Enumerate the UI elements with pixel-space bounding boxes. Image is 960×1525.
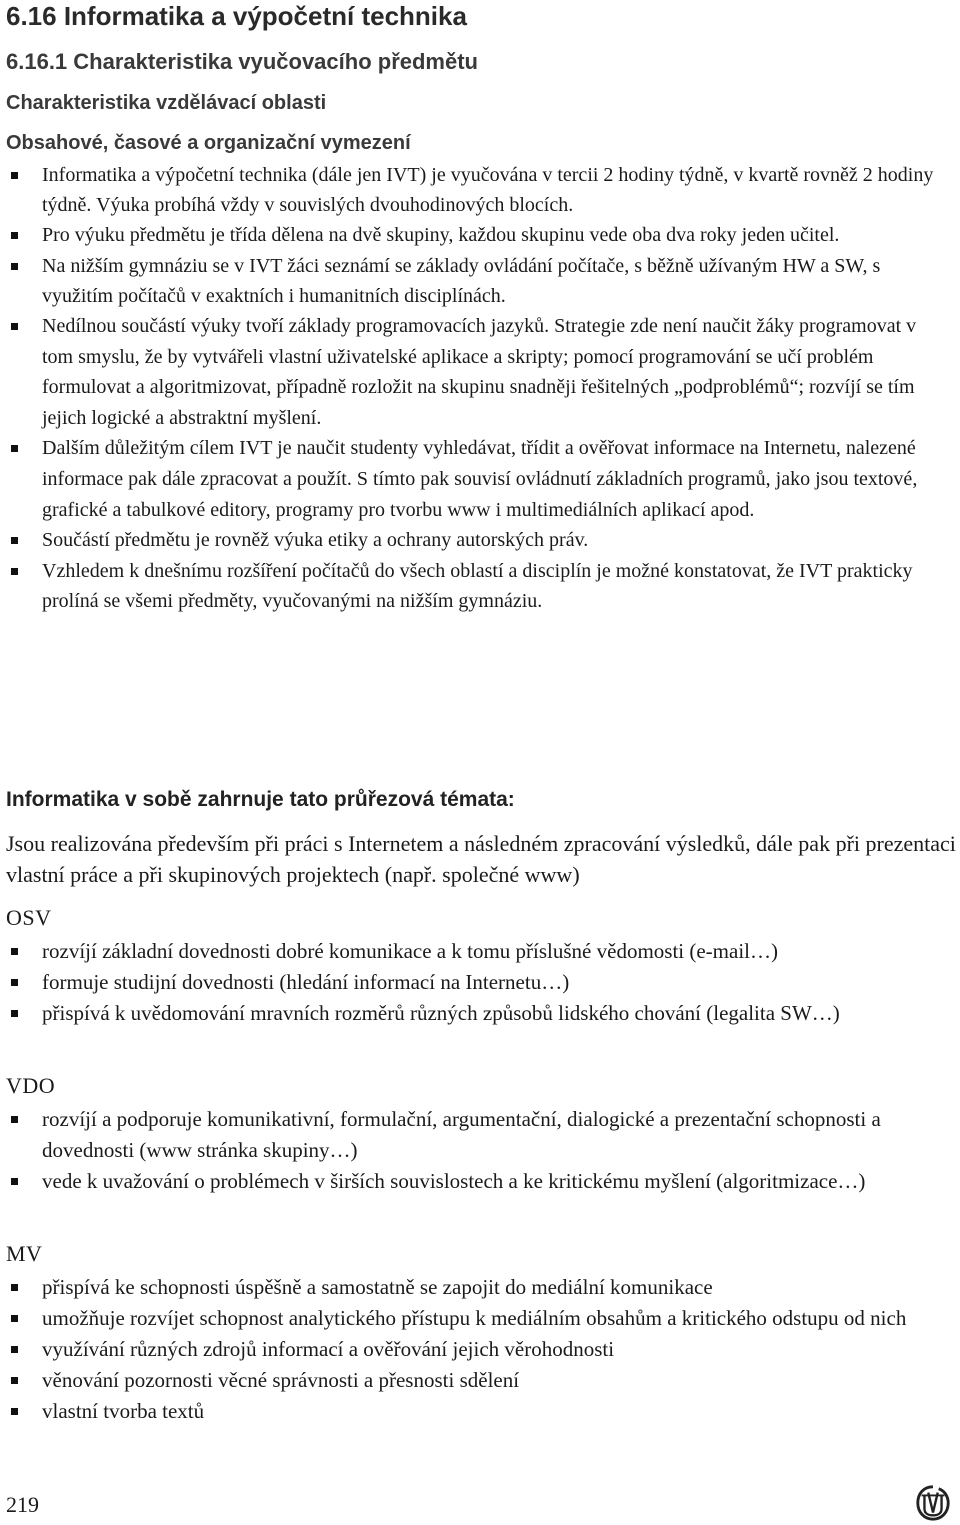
list-item-text: Dalším důležitým cílem IVT je naučit studenty vyhledávat, třídit a ověřovat informace na Internetu, nalezené informace pak dále zpracovat a použít. S tímto pak souvisí ovládnutí základních programů, jako jsou textové, grafické a tabulkové editory, programy pro tvorbu www i multimediálních aplikací apod.	[42, 437, 918, 521]
list-item-text: Nedílnou součástí výuky tvoří základy programovacích jazyků. Strategie zde není naučit žáky programovat v tom smyslu, že by vytvářeli vlastní uživatelské aplikace a skripty; pomocí programování se učí problém formulovat a algoritmizovat, případně rozložit na skupinu snadněji řešitelných „podproblémů“; rozvíjí se tím jejich logické a abstraktní myšlení.	[42, 315, 917, 429]
bullet-square-icon	[11, 979, 18, 986]
bullet-square-icon	[11, 1377, 18, 1384]
bullet-square-icon	[11, 172, 18, 179]
list-item	[0, 1272, 950, 1303]
list-item-text: vede k uvažování o problémech v širších souvislostech a ke kritickému myšlení (algoritmizace…)	[42, 1169, 866, 1193]
bullet-square-icon	[11, 445, 18, 452]
list-item-text: využívání různých zdrojů informací a ověřování jejich věrohodnosti	[42, 1337, 615, 1361]
main-bullet-list	[0, 160, 950, 617]
osv-list	[0, 936, 950, 1029]
list-item	[0, 1396, 950, 1427]
page-number: 219	[6, 1492, 39, 1517]
list-item-text: Pro výuku předmětu je třída dělena na dvě skupiny, každou skupinu vede oba dva roky jeden učitel.	[42, 224, 840, 247]
school-crest-icon	[914, 1484, 952, 1522]
list-item-text: věnování pozornosti věcné správnosti a přesnosti sdělení	[42, 1368, 520, 1392]
list-item-text: Informatika a výpočetní technika (dále jen IVT) je vyučována v tercii 2 hodiny týdně, v kvartě rovněž 2 hodiny týdně. Výuka probíhá vždy v souvislých dvouhodinových blocích.	[42, 164, 934, 217]
list-item-text: Součástí předmětu je rovněž výuka etiky a ochrany autorských práv.	[42, 529, 589, 552]
bullet-square-icon	[11, 1284, 18, 1291]
chapter-title: 6.16 Informatika a výpočetní technika	[6, 1, 467, 31]
bullet-square-icon	[11, 1346, 18, 1353]
bullet-square-icon	[11, 1116, 18, 1123]
bullet-square-icon	[11, 1178, 18, 1185]
section-title: 6.16.1 Charakteristika vyučovacího předmětu	[6, 49, 478, 74]
list-item	[0, 251, 950, 311]
list-item	[0, 1104, 950, 1166]
bullet-square-icon	[11, 263, 18, 270]
list-item	[0, 1303, 950, 1334]
cross-curricular-intro: Jsou realizována především při práci s Internetem a následném zpracování výsledků, dále pak při prezentaci vlastní práce a při skupinových projektech (např. společné www)	[6, 831, 956, 887]
list-item	[0, 936, 950, 967]
list-item-text: umožňuje rozvíjet schopnost analytického přístupu k mediálním obsahům a kritického odstupu od nich	[42, 1306, 907, 1330]
list-item-text: přispívá ke schopnosti úspěšně a samostatně se zapojit do mediální komunikace	[42, 1275, 713, 1299]
subsubsection-title: Obsahové, časové a organizační vymezení	[6, 132, 411, 154]
bullet-square-icon	[11, 232, 18, 239]
list-item	[0, 1166, 950, 1197]
list-item	[0, 160, 950, 220]
cross-curricular-heading: Informatika v sobě zahrnuje tato průřezová témata:	[6, 788, 515, 811]
list-item-text: rozvíjí a podporuje komunikativní, formulační, argumentační, dialogické a prezentační schopnosti a dovednosti (www stránka skupiny…)	[42, 1107, 881, 1162]
list-item	[0, 556, 950, 617]
list-item-text: Vzhledem k dnešnímu rozšíření počítačů do všech oblastí a disciplín je možné konstatovat, že IVT prakticky prolíná se všemi předměty, vyučovanými na nižším gymnáziu.	[42, 559, 913, 613]
bullet-square-icon	[11, 537, 18, 544]
list-item	[0, 998, 950, 1029]
mv-list	[0, 1272, 950, 1427]
vdo-list	[0, 1104, 950, 1197]
bullet-square-icon	[11, 1010, 18, 1017]
subsection-title: Charakteristika vzdělávací oblasti	[6, 92, 327, 114]
list-item-text: formuje studijní dovednosti (hledání informací na Internetu…)	[42, 970, 570, 994]
bullet-square-icon	[11, 948, 18, 955]
list-item	[0, 525, 950, 556]
bullet-square-icon	[11, 1408, 18, 1415]
mv-label: MV	[6, 1241, 43, 1266]
bullet-square-icon	[11, 323, 18, 330]
bullet-square-icon	[11, 1315, 18, 1322]
list-item	[0, 1334, 950, 1365]
bullet-square-icon	[11, 568, 18, 575]
list-item-text: Na nižším gymnáziu se v IVT žáci seznámí se základy ovládání počítače, s běžně užívaným HW a SW, s využitím počítačů v exaktních i humanitních disciplínách.	[42, 254, 881, 307]
list-item	[0, 1365, 950, 1396]
list-item	[0, 220, 950, 250]
list-item	[0, 433, 950, 525]
list-item	[0, 967, 950, 998]
list-item-text: přispívá k uvědomování mravních rozměrů různých způsobů lidského chování (legalita SW…)	[42, 1001, 840, 1025]
list-item	[0, 311, 950, 433]
list-item-text: vlastní tvorba textů	[42, 1399, 205, 1423]
vdo-label: VDO	[6, 1073, 56, 1098]
osv-label: OSV	[6, 905, 52, 930]
list-item-text: rozvíjí základní dovednosti dobré komunikace a k tomu příslušné vědomosti (e-mail…)	[42, 939, 778, 963]
